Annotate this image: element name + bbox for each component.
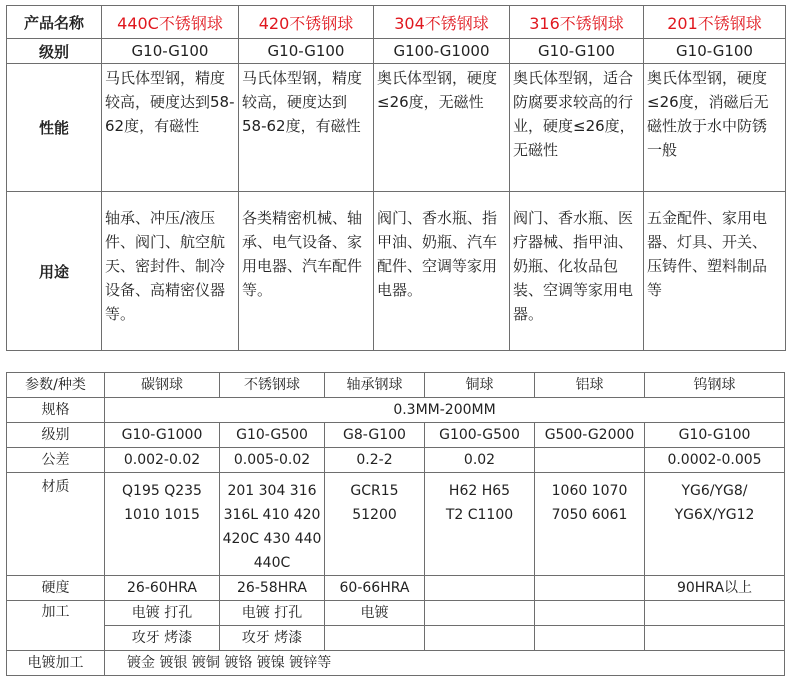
cell-line: 磁性	[169, 117, 200, 135]
spec-row	[7, 398, 785, 423]
cell-line: YG6/YG8/	[681, 483, 748, 499]
cell-line: 等家用电器。	[377, 257, 498, 299]
cell-line: 用电器、灯具、	[647, 209, 768, 251]
material-cell	[425, 473, 535, 576]
material-cell	[325, 473, 425, 576]
cell-line: 磁性	[330, 117, 361, 135]
param-type-label: 参数/种类	[7, 373, 105, 398]
grade-cell: G10-G100	[645, 423, 785, 448]
cell-line: 品包装、空调等	[513, 257, 619, 299]
hardness-cell: 60-66HRA	[325, 576, 425, 601]
cell-line: Q195 Q235	[122, 483, 202, 499]
usage-label: 用途	[7, 192, 102, 351]
material-row	[7, 473, 785, 576]
cell-line: 马氏体型钢，精	[105, 69, 211, 87]
cell-line: 轴承、电气设	[242, 209, 363, 251]
cell-line: 五金配件、家	[647, 209, 738, 227]
grade-cell: G10-G100	[510, 39, 644, 64]
performance-cell	[374, 64, 510, 192]
processing-cell: 攻牙 烤漆	[105, 626, 220, 651]
processing-cell	[425, 626, 535, 651]
cell-line: 阀门、香水瓶、	[513, 209, 619, 227]
cell-line: 奥氏体型钢，硬度	[647, 69, 768, 87]
cell-line: 防锈一般	[647, 117, 768, 159]
cell-line: 无磁性放于水中	[647, 93, 769, 135]
plating-value: 镀金 镀银 镀铜 镀铬 镀镍 镀锌等	[105, 651, 785, 676]
header-304: 304不锈钢球	[374, 6, 510, 39]
grade-cell: G100-G1000	[374, 39, 510, 64]
header-tungsten-steel: 钨钢球	[645, 373, 785, 398]
cell-line: 51200	[352, 507, 397, 523]
processing-row-1	[7, 601, 785, 626]
tolerance-cell: 0.005-0.02	[220, 448, 325, 473]
tolerance-label: 公差	[7, 448, 105, 473]
performance-label: 性能	[7, 64, 102, 192]
spec-label: 规格	[7, 398, 105, 423]
grade-label: 级别	[7, 423, 105, 448]
header-copper: 铜球	[425, 373, 535, 398]
cell-line: 塑料制品等	[647, 257, 768, 299]
hardness-cell: 90HRA以上	[645, 576, 785, 601]
hardness-cell: 26-58HRA	[220, 576, 325, 601]
grade-cell: G10-G1000	[105, 423, 220, 448]
performance-cell	[644, 64, 786, 192]
header-aluminum: 铝球	[535, 373, 645, 398]
tolerance-cell: 0.002-0.02	[105, 448, 220, 473]
cell-line: 度≤26度，无磁	[377, 69, 498, 111]
cell-line: 轴承、冲压/液	[105, 209, 201, 227]
header-440c: 440C不锈钢球	[102, 6, 239, 39]
cell-line: ≤26度，消磁后	[647, 93, 754, 111]
header-row	[7, 6, 786, 39]
grade-cell: G10-G500	[220, 423, 325, 448]
hardness-row	[7, 576, 785, 601]
tolerance-cell	[535, 448, 645, 473]
processing-cell	[535, 601, 645, 626]
hardness-label: 硬度	[7, 576, 105, 601]
hardness-cell	[535, 576, 645, 601]
material-cell	[535, 473, 645, 576]
processing-label: 加工	[7, 601, 105, 651]
grade-cell: G100-G500	[425, 423, 535, 448]
cell-line: 7050 6061	[551, 507, 628, 523]
plating-label: 电镀加工	[7, 651, 105, 676]
cell-line: 开关、压铸件、	[647, 233, 768, 275]
material-label: 材质	[7, 473, 105, 576]
usage-cell	[102, 192, 239, 351]
cell-line: 1060 1070	[551, 483, 628, 499]
cell-line: H62 H65	[448, 483, 511, 499]
cell-line: 度较高，硬度达	[242, 69, 363, 111]
hardness-cell: 26-60HRA	[105, 576, 220, 601]
cell-line: 汽车配件等。	[242, 257, 363, 299]
tolerance-cell: 0.2-2	[325, 448, 425, 473]
processing-cell: 电镀 打孔	[220, 601, 325, 626]
header-201: 201不锈钢球	[644, 6, 786, 39]
material-cell	[105, 473, 220, 576]
usage-row	[7, 192, 786, 351]
cell-line: 阀门、香水瓶、	[377, 209, 483, 227]
cell-line: 度较高，硬度达	[105, 69, 226, 111]
grade-cell: G10-G100	[239, 39, 374, 64]
processing-cell	[425, 601, 535, 626]
ball-parameter-table	[6, 372, 785, 676]
cell-line: 汽车配件、空调	[377, 233, 498, 275]
processing-row-2	[7, 626, 785, 651]
performance-row	[7, 64, 786, 192]
material-cell	[220, 473, 325, 576]
cell-line: 420C 430 440	[222, 531, 322, 547]
processing-cell: 攻牙 烤漆	[220, 626, 325, 651]
header-bearing-steel: 轴承钢球	[325, 373, 425, 398]
cell-line: 空航天、密封	[105, 233, 226, 275]
hardness-cell	[425, 576, 535, 601]
spec-value: 0.3MM-200MM	[105, 398, 785, 423]
tolerance-cell: 0.0002-0.005	[645, 448, 785, 473]
cell-line: 马氏体型钢，精	[242, 69, 348, 87]
grade-cell: G8-G100	[325, 423, 425, 448]
plating-row	[7, 651, 785, 676]
processing-cell	[535, 626, 645, 651]
header-420: 420不锈钢球	[239, 6, 374, 39]
param-header-row	[7, 373, 785, 398]
grade-label: 级别	[7, 39, 102, 64]
grade-row	[7, 39, 786, 64]
processing-cell	[325, 626, 425, 651]
tolerance-row	[7, 448, 785, 473]
grade-cell: G500-G2000	[535, 423, 645, 448]
cell-line: 到58-62度，有	[242, 93, 348, 135]
cell-line: 合防腐要求较高	[513, 69, 634, 111]
cell-line: 家用电器。	[513, 281, 634, 323]
cell-line: 201 304 316	[227, 483, 317, 499]
processing-cell: 电镀 打孔	[105, 601, 220, 626]
usage-cell	[374, 192, 510, 351]
cell-line: T2 C1100	[445, 507, 514, 523]
processing-cell	[645, 601, 785, 626]
cell-line: 各类精密机械、	[242, 209, 348, 227]
processing-cell: 电镀	[325, 601, 425, 626]
performance-cell	[510, 64, 644, 192]
grade-cell: G10-G100	[102, 39, 239, 64]
cell-line: 指甲油、奶瓶、	[377, 209, 498, 251]
header-carbon-steel: 碳钢球	[105, 373, 220, 398]
header-stainless-steel: 不锈钢球	[220, 373, 325, 398]
cell-line: 备、家用电器、	[242, 233, 363, 275]
cell-line: 压件、阀门、航	[105, 209, 216, 251]
cell-line: 1010 1015	[124, 507, 200, 523]
cell-line: 医疗器械、指甲	[513, 209, 634, 251]
cell-line: 的行业，硬度≤	[513, 93, 634, 135]
stainless-steel-ball-table	[6, 5, 786, 351]
cell-line: 316L 410 420	[223, 507, 321, 523]
cell-line: GCR15	[350, 483, 399, 499]
cell-line: 26度，无磁性	[513, 117, 635, 159]
cell-line: 奥氏体型钢，适	[513, 69, 619, 87]
usage-cell	[510, 192, 644, 351]
grade-cell: G10-G100	[644, 39, 786, 64]
tolerance-cell: 0.02	[425, 448, 535, 473]
cell-line: 奥氏体型钢，硬	[377, 69, 483, 87]
cell-line: 件、制冷设备、	[105, 257, 226, 299]
usage-cell	[239, 192, 374, 351]
processing-cell	[645, 626, 785, 651]
cell-line: 440C	[253, 555, 291, 571]
cell-line: 高精密仪器等。	[105, 281, 226, 323]
usage-cell	[644, 192, 786, 351]
cell-line: 油、奶瓶、化妆	[513, 233, 634, 275]
material-cell	[645, 473, 785, 576]
header-316: 316不锈钢球	[510, 6, 644, 39]
cell-line: 到58-62度，有	[105, 93, 235, 135]
performance-cell	[102, 64, 239, 192]
grade-row	[7, 423, 785, 448]
cell-line: 性	[468, 93, 484, 111]
product-name-label: 产品名称	[7, 6, 102, 39]
cell-line: YG6X/YG12	[674, 507, 755, 523]
performance-cell	[239, 64, 374, 192]
